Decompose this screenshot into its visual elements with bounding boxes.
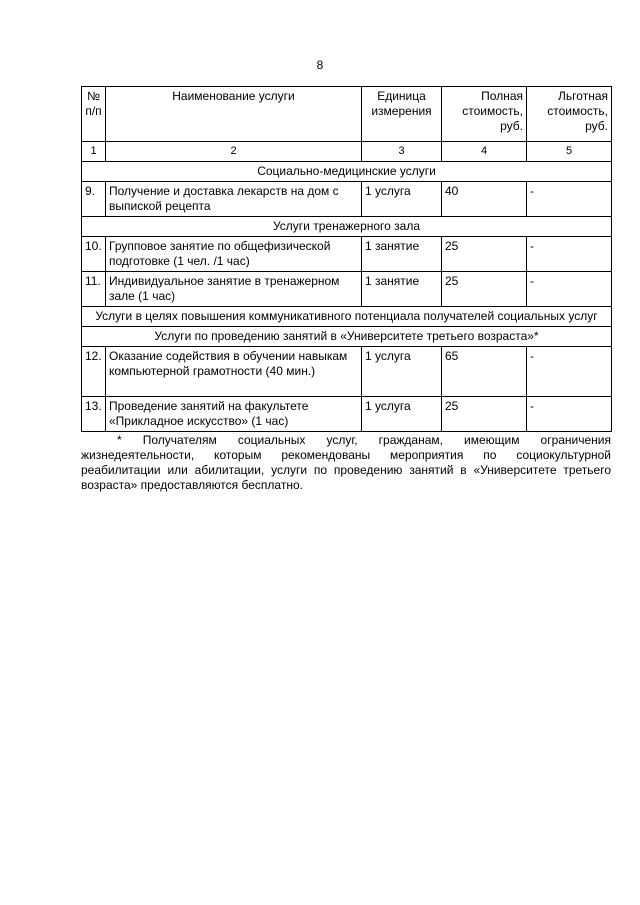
row-unit: 1 занятие [362,272,442,307]
row-discount-price: - [527,272,612,307]
row-unit: 1 услуга [362,182,442,217]
header-service-name: Наименование услуги [106,87,362,142]
row-service-name: Оказание содействия в обучении навыкам компьютерной грамотности (40 мин.) [106,347,362,397]
table-header-row [82,87,612,142]
row-full-price: 40 [442,182,527,217]
section-row [82,217,612,237]
section-title: Услуги тренажерного зала [82,217,612,237]
row-unit: 1 занятие [362,237,442,272]
row-full-price: 25 [442,237,527,272]
section-title: Услуги по проведению занятий в «Университете третьего возраста»* [82,327,612,347]
row-full-price: 25 [442,272,527,307]
row-discount-price: - [527,182,612,217]
row-num: 9. [82,182,106,217]
row-full-price: 65 [442,347,527,397]
section-row [82,307,612,327]
row-num: 11. [82,272,106,307]
row-service-name: Групповое занятие по общефизической подготовке (1 чел. /1 час) [106,237,362,272]
row-discount-price: - [527,237,612,272]
column-number: 4 [442,142,527,162]
table-row [82,237,612,272]
row-discount-price: - [527,397,612,432]
row-num: 12. [82,347,106,397]
column-number: 2 [106,142,362,162]
table-row [82,272,612,307]
row-full-price: 25 [442,397,527,432]
section-title: Услуги в целях повышения коммуникативного потенциала получателей социальных услуг [82,307,612,327]
row-unit: 1 услуга [362,397,442,432]
column-number: 1 [82,142,106,162]
column-number: 5 [527,142,612,162]
footnote: * Получателям социальных услуг, гражданам, имеющим ограничения жизнедеятельности, которым рекомендованы мероприятия по социокультурной реабилитации или абилитации, услуги по проведению занятий в «Университете третьего возраста» предоставляются бесплатно. [81,433,611,492]
section-title: Социально-медицинские услуги [82,162,612,182]
table-row [82,397,612,432]
table-row [82,182,612,217]
header-unit: Единица измерения [362,87,442,142]
section-row [82,162,612,182]
row-num: 13. [82,397,106,432]
header-num: № п/п [82,87,106,142]
page-number: 8 [316,58,324,72]
header-full-price: Полная стоимость, руб. [442,87,527,142]
row-service-name: Проведение занятий на факультете «Прикладное искусство» (1 час) [106,397,362,432]
table-row [82,347,612,397]
column-number-row [82,142,612,162]
section-row [82,327,612,347]
row-discount-price: - [527,347,612,397]
row-unit: 1 услуга [362,347,442,397]
row-service-name: Индивидуальное занятие в тренажерном зале (1 час) [106,272,362,307]
row-service-name: Получение и доставка лекарств на дом с выпиской рецепта [106,182,362,217]
header-discount-price: Льготная стоимость, руб. [527,87,612,142]
column-number: 3 [362,142,442,162]
services-price-table [81,86,612,432]
row-num: 10. [82,237,106,272]
